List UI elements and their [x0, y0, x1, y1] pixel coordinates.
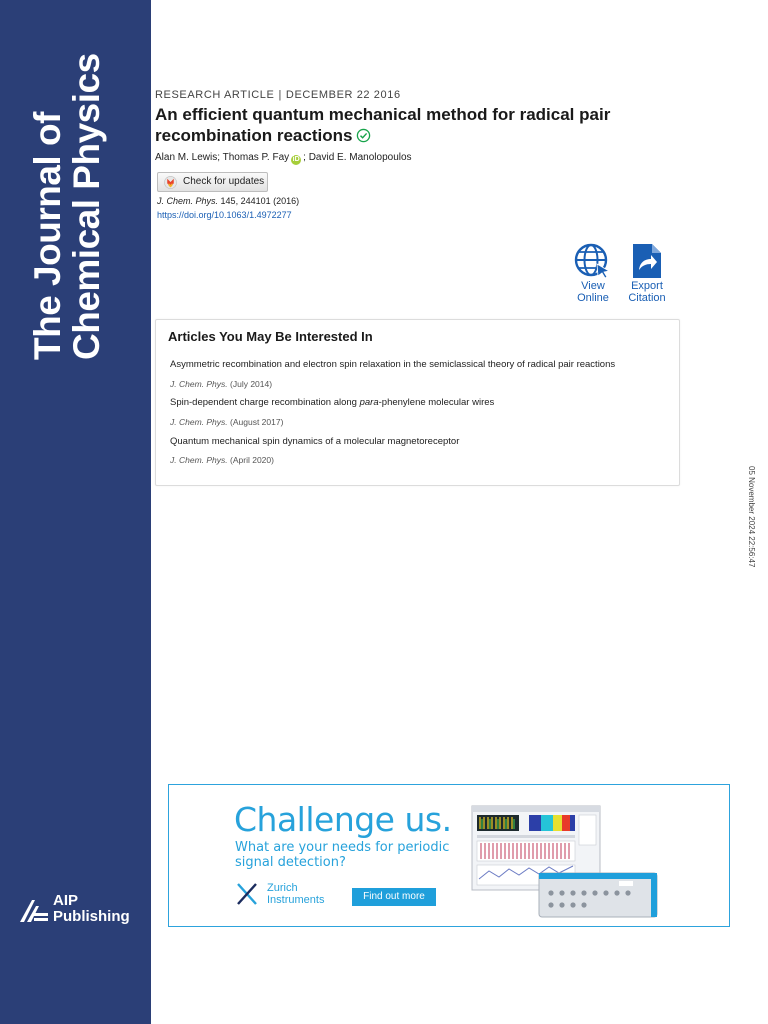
journal-title — [28, 40, 106, 360]
related-article-title-2-pre: Spin-dependent charge recombination along — [170, 397, 360, 408]
crossmark-icon — [164, 176, 177, 189]
author-list — [155, 152, 412, 165]
zi-logo-line2: Instruments — [267, 894, 325, 906]
find-out-more-button[interactable]: Find out more — [352, 888, 436, 906]
journal-title-line1: The Journal of — [27, 112, 68, 360]
view-online-label-line2: Online — [577, 292, 609, 304]
aip-logo-text — [53, 893, 130, 925]
download-timestamp: 05 November 2024 22:56:47 — [747, 466, 756, 568]
related-article-date-1: (July 2014) — [230, 379, 273, 389]
check-for-updates-label: Check for updates — [183, 176, 265, 187]
related-article-journal-2: J. Chem. Phys. — [170, 417, 228, 427]
related-article-title-2-post: -phenylene molecular wires — [378, 397, 495, 408]
export-citation-label-line1: Export — [631, 280, 663, 292]
author-manolopoulos[interactable]: ; David E. Manolopoulos — [303, 152, 412, 163]
aip-publishing-logo[interactable] — [18, 893, 143, 929]
related-article-meta-3 — [170, 455, 274, 465]
related-article-journal-3: J. Chem. Phys. — [170, 455, 228, 465]
meta-separator: | — [278, 89, 282, 101]
related-article-title-1[interactable]: Asymmetric recombination and electron spin relaxation in the semiclassical theory of radical pair reactions — [170, 359, 616, 370]
related-article-date-3: (April 2020) — [230, 455, 274, 465]
check-for-updates-button[interactable] — [157, 172, 268, 192]
related-article-title-3[interactable]: Quantum mechanical spin dynamics of a molecular magnetoreceptor — [170, 436, 460, 447]
zurich-instruments-ad[interactable] — [168, 784, 730, 927]
export-document-icon — [632, 243, 662, 279]
article-meta — [155, 89, 401, 101]
aip-logo-icon — [18, 896, 50, 924]
zurich-instruments-logo-icon — [235, 881, 259, 907]
related-article-journal-1: J. Chem. Phys. — [170, 379, 228, 389]
aip-logo-line2: Publishing — [53, 908, 130, 925]
author-fay[interactable]: Thomas P. Fay — [222, 152, 290, 163]
related-articles-panel — [155, 319, 680, 486]
related-article-meta-1 — [170, 379, 272, 389]
ad-headline: Challenge us. — [234, 800, 452, 839]
citation-journal: J. Chem. Phys. — [157, 196, 219, 206]
verified-check-icon — [356, 128, 371, 143]
citation-volume-page: 145, 244101 (2016) — [220, 196, 300, 206]
article-title-text: An efficient quantum mechanical method for radical pair recombination reactions — [155, 105, 611, 145]
article-date: DECEMBER 22 2016 — [285, 89, 401, 101]
zi-logo-line1: Zurich — [267, 882, 298, 894]
orcid-icon[interactable]: iD — [292, 156, 300, 163]
aip-logo-line1: AIP — [53, 892, 79, 909]
globe-cursor-icon — [574, 243, 612, 279]
zurich-instruments-logo-text — [267, 882, 324, 906]
related-article-title-2-em: para — [359, 397, 379, 408]
author-lewis[interactable]: Alan M. Lewis; — [155, 152, 221, 163]
doi-link[interactable]: https://doi.org/10.1063/1.4972277 — [157, 210, 292, 220]
zurich-instruments-logo — [235, 881, 345, 907]
related-article-date-2: (August 2017) — [230, 417, 284, 427]
citation — [157, 196, 299, 206]
export-citation-label-line2: Citation — [628, 292, 666, 304]
journal-title-line2: Chemical Physics — [66, 53, 107, 360]
export-citation-button[interactable] — [623, 243, 671, 304]
related-articles-heading: Articles You May Be Interested In — [168, 329, 373, 344]
instrument-product-image — [469, 805, 669, 925]
related-article-title-2[interactable] — [170, 397, 675, 408]
journal-sidebar — [0, 0, 151, 1024]
ad-subline: What are your needs for periodic signal detection? — [235, 840, 450, 870]
view-online-button[interactable] — [569, 243, 617, 304]
article-title — [155, 104, 675, 146]
article-type: RESEARCH ARTICLE — [155, 89, 275, 101]
related-article-meta-2 — [170, 417, 283, 427]
view-online-label-line1: View — [581, 280, 605, 292]
